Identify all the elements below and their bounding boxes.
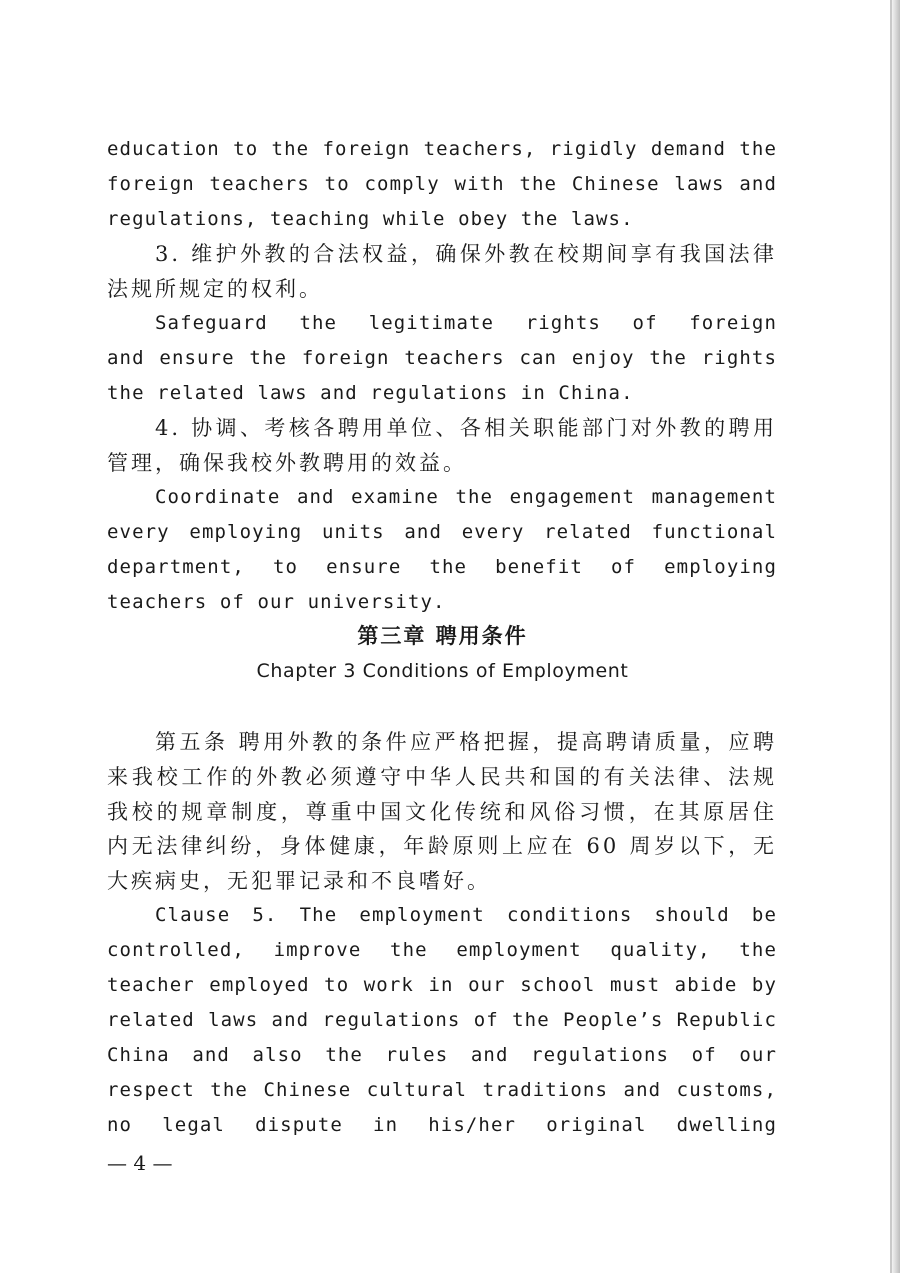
text-line: 大疾病史，无犯罪记录和不良嗜好。 [107,869,491,893]
text-line: regulations, teaching while obey the laws. [107,208,634,230]
text-line: China and also the rules and regulations of our [107,1044,777,1066]
text-line: education to the foreign teachers, rigidly demand the [107,138,777,160]
text-line: controlled, improve the employment quality, the [107,939,777,961]
text-line: 法规所规定的权利。 [107,277,323,301]
page-number: — 4 — [107,1151,173,1175]
text-line: 我校的规章制度，尊重中国文化传统和风俗习惯，在其原居住 [107,800,777,824]
text-line: related laws and regulations of the People’s Republic [107,1009,777,1031]
chapter-heading-en: Chapter 3 Conditions of Employment [256,660,629,682]
text-line: 内无法律纠纷，身体健康，年龄原则上应在 60 周岁以下，无 [107,834,777,858]
page-edge-line [890,0,892,1273]
text-line: 管理，确保我校外教聘用的效益。 [107,451,467,475]
text-line: 4. 协调、考核各聘用单位、各相关职能部门对外教的聘用 [155,416,777,440]
text-line: and ensure the foreign teachers can enjoy the rights [107,347,777,369]
text-line: respect the Chinese cultural traditions and customs, [107,1079,777,1101]
text-line: 3. 维护外教的合法权益，确保外教在校期间享有我国法律 [155,242,777,266]
text-line: Coordinate and examine the engagement management [155,486,777,508]
text-line: department, to ensure the benefit of employing [107,556,777,578]
text-line: 第五条 聘用外教的条件应严格把握，提高聘请质量，应聘 [155,730,777,754]
chapter-heading-cn: 第三章 聘用条件 [357,624,528,648]
text-line: teacher employed to work in our school must abide by [107,974,777,996]
text-line: foreign teachers to comply with the Chinese laws and [107,173,777,195]
text-line: Clause 5. The employment conditions should be [155,904,777,926]
text-line: the related laws and regulations in China. [107,382,634,404]
text-line: teachers of our university. [107,591,446,613]
text-line: 来我校工作的外教必须遵守中华人民共和国的有关法律、法规 [107,765,777,789]
text-line: Safeguard the legitimate rights of foreign [155,312,777,334]
text-line: every employing units and every related functional [107,521,777,543]
text-line: no legal dispute in his/her original dwelling [107,1114,777,1136]
